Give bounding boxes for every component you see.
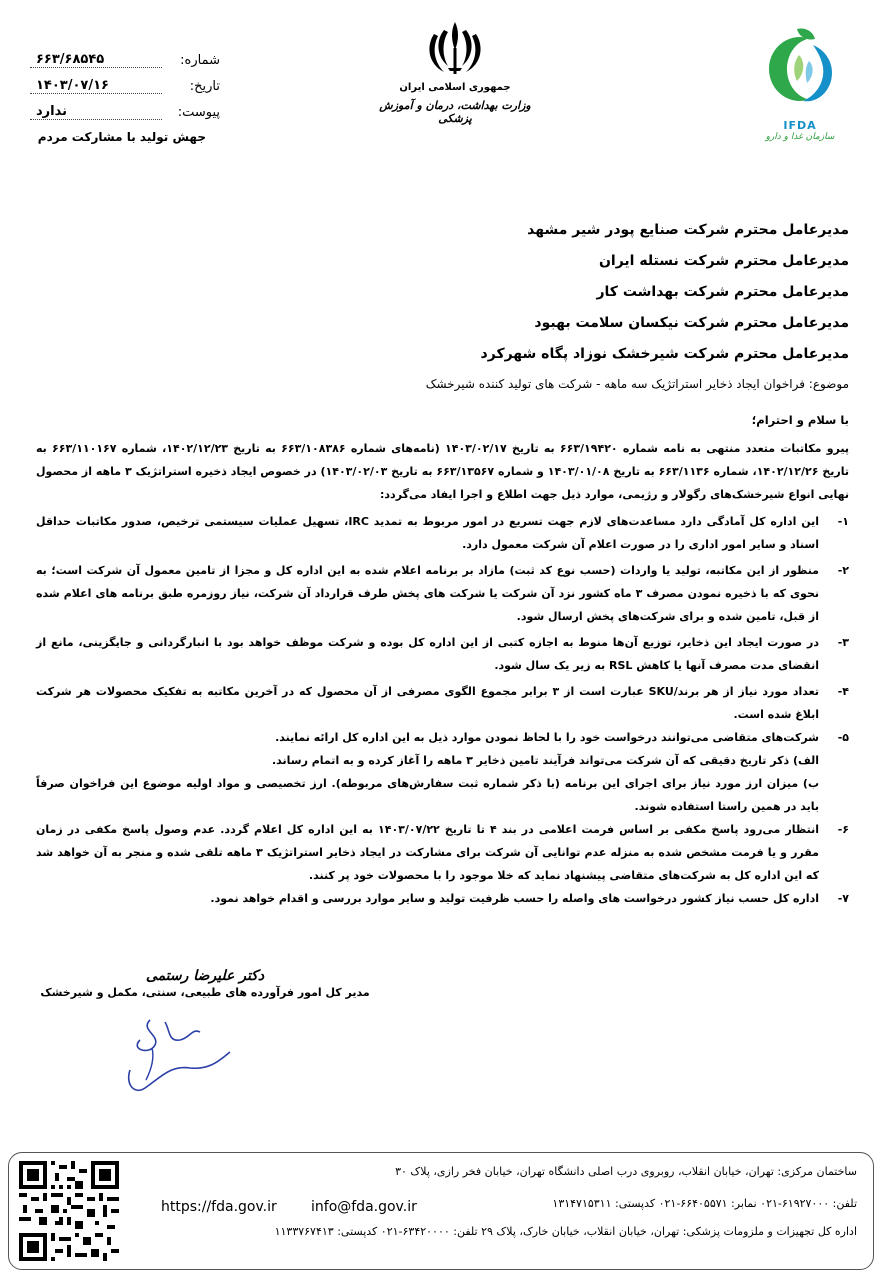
list-item: [36, 559, 849, 628]
list-item: [36, 887, 849, 910]
item-text: تعداد مورد نیاز از هر برند/SKU عبارت است از ۳ برابر مجموع الگوی مصرفی از آن محصول که در آخرین مکاتبه به تفکیک محصولات هر شرکت ابلاغ شده است.: [36, 685, 819, 721]
item-text: انتظار می‌رود پاسخ مکفی بر اساس فرمت اعلامی در بند ۴ تا تاریخ ۱۴۰۳/۰۷/۲۲ به این اداره کل اعلام گردد. عدم وصول پاسخ مکفی در زمان مقرر و یا فرمت مشخص شده به منزله عدم توانایی آن شرکت برای مشارکت در ایجاد ذخایر استراتژیک ۳ ماهه تلقی شده و منجر به آن خواهد شد که این اداره کل به شرکت‌های متقاضی پیشنهاد نماید که خلا موجود را با محصولات خود پر کنند.: [36, 823, 819, 882]
recipient: مدیرعامل محترم شرکت بهداشت کار: [596, 284, 849, 300]
footer-email-link[interactable]: info@fda.gov.ir: [311, 1199, 417, 1215]
item-text: شرکت‌های متقاضی می‌توانند درخواست خود را با لحاظ نمودن موارد ذیل به این اداره کل ارائه نمایند.: [275, 731, 819, 744]
item-text: این اداره کل آمادگی دارد مساعدت‌های لازم جهت تسریع در امور مربوط به تمدید IRC، تسهیل عملیات سیستمی ترخیص، صدور مکاتبات حداقل اسناد و سایر امور اداری را در صورت اعلام آن شرکت معمول دارد.: [36, 515, 819, 551]
item-number: ۵-: [837, 731, 849, 744]
sub-item: ب) میزان ارز مورد نیاز برای اجرای این برنامه (با ذکر شماره ثبت سفارش‌های مربوطه). ارز تخصیصی و مواد اولیه موضوع این فراخوان صرفاً باید در همین راستا استفاده شوند.: [36, 777, 819, 813]
recipient: مدیرعامل محترم شرکت نیکسان سلامت بهبود: [534, 315, 849, 331]
list-item: [36, 680, 849, 726]
intro-paragraph: پیرو مکاتبات متعدد منتهی به نامه شماره ۶۶۳/۱۹۴۲۰ به تاریخ ۱۴۰۳/۰۲/۱۷ (نامه‌های شماره ۶۶۳/۱۰۸۳۸۶ به تاریخ ۱۴۰۲/۱۲/۲۳، شماره ۶۶۳/۱۱۰۱۶۷ به تاریخ ۱۴۰۲/۱۲/۲۶، شماره ۶۶۳/۱۱۳۶ به تاریخ ۱۴۰۳/۰۱/۰۸ و شماره ۶۶۳/۱۳۵۶۷ به تاریخ ۱۴۰۳/۰۲/۰۳) در خصوص ایجاد ذخیره استراتژیک ۳ ماهه از محصول نهایی انواع شیرخشک‌های رگولار و رژیمی، موارد ذیل جهت اطلاع و اجرا ایفاد می‌گردد:: [36, 442, 849, 501]
date-row: [30, 68, 220, 94]
recipient: مدیرعامل محترم شرکت صنایع پودر شیر مشهد: [527, 222, 849, 238]
ifda-logo-icon: [755, 25, 845, 115]
letter-meta: [30, 42, 220, 144]
item-number: ۷-: [837, 892, 849, 905]
footer-contact: تلفن: ۶۱۹۲۷۰۰۰-۰۲۱ نمابر: ۶۶۴۰۵۵۷۱-۰۲۱ کدپستی: ۱۳۱۴۷۱۵۳۱۱: [552, 1197, 857, 1210]
ifda-logo-subtext: سازمان غذا و دارو: [765, 132, 835, 142]
signer-title: مدیر کل امور فرآورده های طبیعی، سنتی، مکمل و شیرخشک: [40, 986, 370, 999]
date-value: ۱۴۰۳/۰۷/۱۶: [30, 78, 162, 94]
item-text: منظور از این مکاتبه، تولید یا واردات (حسب نوع کد ثبت) مازاد بر برنامه اعلام شده به این اداره کل و مجزا از تامین معمول آن شرکت است؛ به نحوی که با ذخیره نمودن مصرف ۳ ماه کشور نزد آن شرکت یا شرکت های پخش طرف قرارداد آن شرکت، نیاز روزمره طبق برنامه های اعلام شده از قبل، تامین شده و برای شرکت‌های پخش ارسال شود.: [36, 564, 819, 623]
attachment-row: [30, 94, 220, 120]
list-item: [36, 631, 849, 677]
emblem-icon: [420, 18, 490, 80]
item-number: ۱-: [837, 515, 849, 528]
recipient: مدیرعامل محترم شرکت شیرخشک نوزاد پگاه شهرکرد: [480, 346, 849, 362]
sub-item: الف) ذکر تاریخ دقیقی که آن شرکت می‌تواند فرآیند تامین ذخایر ۳ ماهه را آغاز کرده و به اتمام رساند.: [271, 754, 819, 767]
signature-block: [40, 968, 370, 999]
date-label: تاریخ:: [189, 79, 220, 94]
list-item: [36, 510, 849, 556]
attachment-label: پیوست:: [177, 105, 220, 120]
item-number: ۶-: [837, 823, 849, 836]
list-item: [36, 726, 849, 749]
footer-website-link[interactable]: https://fda.gov.ir: [161, 1199, 277, 1215]
handwritten-signature: [110, 1010, 240, 1100]
footer-address: ساختمان مرکزی: تهران، خیابان انقلاب، روبروی درب اصلی دانشگاه تهران، خیابان فخر رازی، پلاک ۳۰: [395, 1165, 857, 1178]
emblem-caption-country: جمهوری اسلامی ایران: [399, 82, 511, 93]
subject-line: موضوع: فراخوان ایجاد ذخایر استراتژیک سه ماهه - شرکت های تولید کننده شیرخشک: [425, 377, 849, 391]
attachment-value: ندارد: [30, 104, 162, 120]
item-number: ۳-: [837, 636, 849, 649]
number-row: [30, 42, 220, 68]
ifda-logo-text: IFDA: [783, 119, 817, 132]
recipient: مدیرعامل محترم شرکت نستله ایران: [598, 253, 849, 269]
number-label: شماره:: [180, 53, 220, 68]
ifda-logo: [750, 25, 850, 142]
footer-box: [8, 1152, 874, 1270]
qr-code-icon: [19, 1161, 119, 1261]
footer-address-2: اداره کل تجهیزات و ملزومات پزشکی: تهران، خیابان انقلاب، خیابان خارک، پلاک ۲۹ تلفن: ۶۳۴۲۰۰۰۰-۰۲۱ کدپستی: ۱۱۳۳۷۶۷۴۱۳: [274, 1225, 857, 1238]
salutation: با سلام و احترام؛: [751, 413, 849, 427]
government-emblem: [370, 18, 540, 125]
emblem-caption-ministry: وزارت بهداشت، درمان و آموزش پزشکی: [379, 99, 531, 125]
number-value: ۶۶۳/۶۸۵۴۵: [30, 52, 162, 68]
slogan: جهش تولید با مشارکت مردم: [37, 130, 206, 144]
recipients-list: [36, 215, 849, 370]
signer-name: دکتر علیرضا رستمی: [145, 968, 265, 984]
item-text: در صورت ایجاد این ذخایر، توزیع آن‌ها منوط به اجازه کتبی از این اداره کل بوده و شرکت موظف خواهد بود با انبارگردانی و جایگزینی، مانع از انقضای مدت مصرف آنها یا کاهش RSL به زیر یک سال شود.: [36, 636, 819, 672]
list-item: [36, 818, 849, 887]
item-text: اداره کل حسب نیاز کشور درخواست های واصله را حسب ظرفیت تولید و سایر موارد بررسی و اقدام خواهد نمود.: [210, 892, 819, 905]
item-number: ۲-: [837, 564, 849, 577]
items-list: [36, 510, 849, 910]
item-number: ۴-: [837, 685, 849, 698]
